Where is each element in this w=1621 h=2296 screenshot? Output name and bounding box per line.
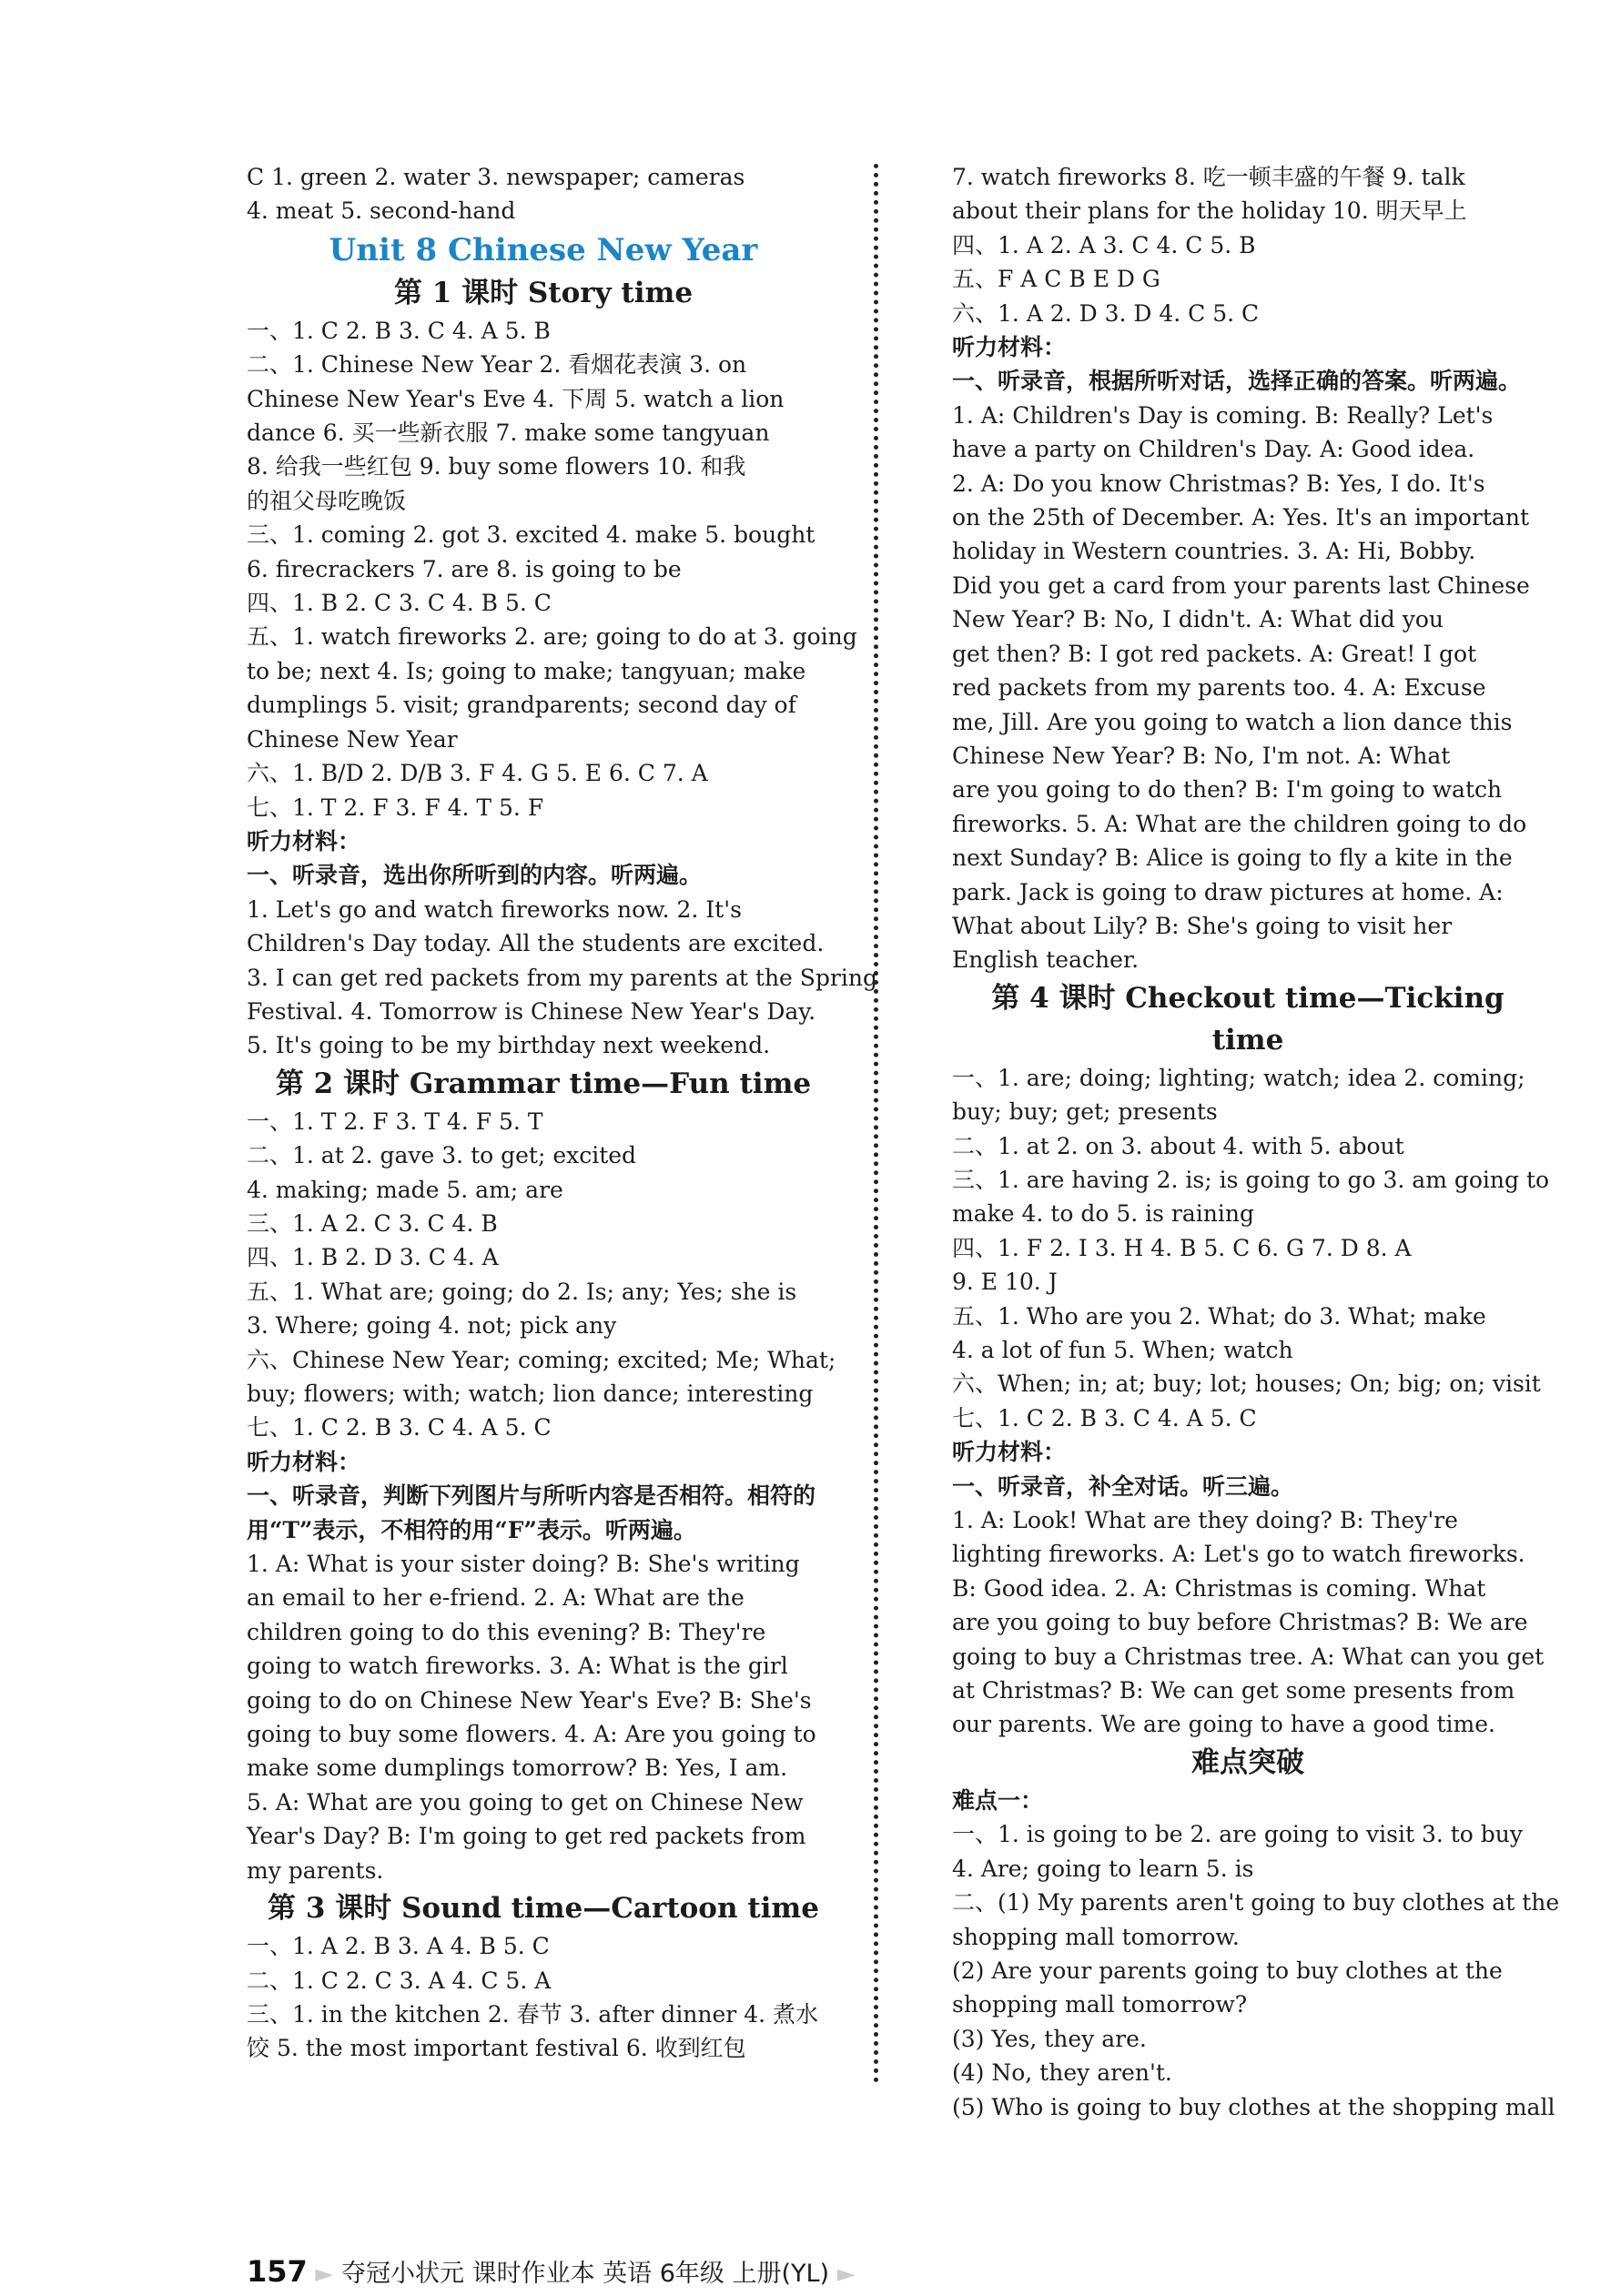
page-footer (247, 2253, 856, 2289)
answer-line: next Sunday? B: Alice is going to fly a kite in the (952, 845, 1513, 872)
subheading: 一、听录音，根据所听对话，选择正确的答案。听两遍。 (952, 368, 1522, 395)
answer-line: 五、1. What are; going; do 2. Is; any; Yes; she is (247, 1278, 797, 1305)
answer-line: 4. Are; going to learn 5. is (952, 1855, 1254, 1882)
answer-line: 三、1. in the kitchen 2. 春节 3. after dinner 4. 煮水 (247, 2000, 819, 2028)
answer-line: 七、1. C 2. B 3. C 4. A 5. C (247, 1414, 552, 1441)
answer-line: fireworks. 5. A: What are the children going to do (952, 810, 1527, 837)
answer-line: 七、1. C 2. B 3. C 4. A 5. C (952, 1404, 1257, 1431)
answer-line: 8. 给我一些红包 9. buy some flowers 10. 和我 (247, 453, 746, 480)
subheading: 难点一： (952, 1786, 1044, 1814)
subheading: 听力材料： (952, 1439, 1067, 1466)
answer-line: 三、1. are having 2. is; is going to go 3. am going to (952, 1166, 1550, 1193)
answer-line: 六、1. B/D 2. D/B 3. F 4. G 5. E 6. C 7. A (247, 760, 708, 787)
answer-line: to be; next 4. Is; going to make; tangyuan; make (247, 657, 806, 684)
answer-line: going to buy a Christmas tree. A: What can you get (952, 1643, 1545, 1670)
answer-line: park. Jack is going to draw pictures at home. A: (952, 878, 1504, 905)
answer-line: lighting fireworks. A: Let's go to watch fireworks. (952, 1541, 1525, 1568)
page-number: 157 (247, 2254, 308, 2289)
answer-line: make 4. to do 5. is raining (952, 1200, 1254, 1228)
answer-line: red packets from my parents too. 4. A: Excuse (952, 674, 1486, 702)
answer-line: buy; flowers; with; watch; lion dance; interesting (247, 1381, 814, 1407)
subheading: 听力材料： (247, 1448, 361, 1475)
subheading: 一、听录音，选出你所听到的内容。听两遍。 (247, 862, 703, 889)
answer-line: dumplings 5. visit; grandparents; second day of (247, 692, 796, 719)
answer-line: 六、When; in; at; buy; lot; houses; On; big; on; visit (952, 1371, 1541, 1398)
column-divider (874, 164, 878, 2084)
answer-line: 5. A: What are you going to get on Chinese New (247, 1788, 804, 1816)
answer-line: 的祖父母吃晚饭 (247, 487, 407, 514)
answer-line: are you going to buy before Christmas? B: We are (952, 1609, 1528, 1636)
answer-line: our parents. We are going to have a good time. (952, 1711, 1495, 1738)
lesson-heading: 第 4 课时 Checkout time—Ticking time (991, 981, 1504, 1057)
answer-line: New Year? B: No, I didn't. A: What did you (952, 606, 1444, 633)
answer-line: (2) Are your parents going to buy clothes at the (952, 1957, 1503, 1984)
answer-line: Festival. 4. Tomorrow is Chinese New Year's Day. (247, 997, 816, 1025)
answer-line: 五、1. Who are you 2. What; do 3. What; make (952, 1302, 1486, 1330)
answer-line: 四、1. F 2. I 3. H 4. B 5. C 6. G 7. D 8. A (952, 1234, 1412, 1261)
answer-line: C 1. green 2. water 3. newspaper; cameras (247, 164, 745, 190)
answer-line: 四、1. B 2. D 3. C 4. A (247, 1244, 499, 1271)
subheading: 用“T”表示，不相符的用“F”表示。听两遍。 (247, 1516, 696, 1543)
answer-line: 1. A: Children's Day is coming. B: Really? Let's (952, 401, 1494, 429)
subheading: 一、听录音，判断下列图片与所听内容是否相符。相符的 (247, 1482, 816, 1510)
answer-line: 二、(1) My parents aren't going to buy clothes at the (952, 1889, 1560, 1917)
answer-line: 一、1. T 2. F 3. T 4. F 5. T (247, 1108, 543, 1135)
answer-line: 五、1. watch fireworks 2. are; going to do at 3. going (247, 623, 857, 651)
answer-line: an email to her e-friend. 2. A: What are the (247, 1584, 745, 1612)
answer-line: buy; buy; get; presents (952, 1098, 1218, 1126)
subheading: 听力材料： (247, 827, 361, 855)
answer-line: 二、1. Chinese New Year 2. 看烟花表演 3. on (247, 351, 747, 379)
answer-line: shopping mall tomorrow. (952, 1923, 1240, 1950)
answer-line: (4) No, they aren't. (952, 2059, 1172, 2087)
answer-line: 4. making; made 5. am; are (247, 1176, 563, 1203)
answer-line: 7. watch fireworks 8. 吃一顿丰盛的午餐 9. talk (952, 164, 1465, 190)
answer-line: 9. E 10. J (952, 1269, 1058, 1296)
answer-line: at Christmas? B: We can get some presents from (952, 1677, 1515, 1704)
answer-line: make some dumplings tomorrow? B: Yes, I am. (247, 1755, 788, 1782)
answer-line: me, Jill. Are you going to watch a lion dance this (952, 708, 1513, 735)
left-column (247, 160, 877, 2066)
answer-line: 五、F A C B E D G (952, 266, 1160, 293)
answer-line: 6. firecrackers 7. are 8. is going to be (247, 555, 682, 582)
answer-line: 3. Where; going 4. not; pick any (247, 1312, 617, 1340)
answer-line: on the 25th of December. A: Yes. It's an important (952, 504, 1529, 531)
lesson-heading: 第 1 课时 Story time (393, 276, 694, 309)
answer-line: Year's Day? B: I'm going to get red packets from (247, 1823, 806, 1850)
answer-line: 饺 5. the most important festival 6. 收到红包 (247, 2035, 746, 2062)
answer-line: 七、1. T 2. F 3. F 4. T 5. F (247, 794, 544, 821)
subheading: 听力材料： (952, 334, 1067, 361)
answer-line: (3) Yes, they are. (952, 2025, 1147, 2052)
answer-line: 1. A: Look! What are they doing? B: They're (952, 1507, 1458, 1534)
book-title: 夺冠小状元 课时作业本 英语 6年级 上册(YL) (340, 2260, 830, 2288)
answer-line: 四、1. B 2. C 3. C 4. B 5. C (247, 590, 552, 617)
answer-line: Chinese New Year? B: No, I'm not. A: What (952, 742, 1451, 769)
unit-title: Unit 8 Chinese New Year (329, 231, 758, 268)
answer-line: Did you get a card from your parents last Chinese (952, 571, 1530, 599)
section-heading: 难点突破 (1191, 1745, 1304, 1779)
answer-line: children going to do this evening? B: They're (247, 1618, 766, 1645)
answer-line: shopping mall tomorrow? (952, 1991, 1248, 2018)
answer-line: going to watch fireworks. 3. A: What is the girl (247, 1653, 788, 1680)
answer-line: dance 6. 买一些新衣服 7. make some tangyuan (247, 420, 770, 447)
answer-line: 三、1. coming 2. got 3. excited 4. make 5. bought (247, 521, 816, 549)
answer-line: 一、1. are; doing; lighting; watch; idea 2. coming; (952, 1064, 1525, 1091)
answer-line: going to buy some flowers. 4. A: Are you going to (247, 1721, 816, 1748)
answer-line: 4. a lot of fun 5. When; watch (952, 1337, 1293, 1363)
answer-line: 2. A: Do you know Christmas? B: Yes, I do. It's (952, 470, 1485, 497)
answer-line: 5. It's going to be my birthday next weekend. (247, 1032, 771, 1059)
answer-line: holiday in Western countries. 3. A: Hi, Bobby. (952, 538, 1476, 565)
answer-line: Chinese New Year (247, 725, 458, 753)
answer-line: are you going to do then? B: I'm going to watch (952, 776, 1503, 804)
answer-line: 1. A: What is your sister doing? B: She's writing (247, 1551, 800, 1578)
arrow-icon: ► (836, 2261, 856, 2288)
answer-line: 一、1. C 2. B 3. C 4. A 5. B (247, 317, 551, 344)
answer-line: about their plans for the holiday 10. 明天早上 (952, 197, 1467, 225)
answer-line: Chinese New Year's Eve 4. 下周 5. watch a lion (247, 385, 785, 412)
answer-line: 六、1. A 2. D 3. D 4. C 5. C (952, 299, 1260, 327)
answer-line: 一、1. A 2. B 3. A 4. B 5. C (247, 1933, 550, 1960)
answer-line: 4. meat 5. second-hand (247, 197, 516, 225)
arrow-icon: ► (315, 2261, 334, 2288)
answer-line: 3. I can get red packets from my parents at the Spring (247, 964, 877, 991)
answer-line: 二、1. at 2. gave 3. to get; excited (247, 1142, 637, 1169)
answer-line: have a party on Children's Day. A: Good idea. (952, 436, 1475, 463)
answer-line: going to do on Chinese New Year's Eve? B: She's (247, 1686, 812, 1714)
answer-line: 三、1. A 2. C 3. C 4. B (247, 1209, 498, 1237)
right-column (952, 160, 1560, 2124)
answer-line: 四、1. A 2. A 3. C 4. C 5. B (952, 231, 1256, 258)
answer-line: my parents. (247, 1856, 384, 1884)
answer-line: English teacher. (952, 946, 1140, 974)
subheading: 一、听录音，补全对话。听三遍。 (952, 1472, 1294, 1500)
lesson-heading: 第 3 课时 Sound time—Cartoon time (268, 1892, 819, 1926)
answer-line: Children's Day today. All the students are excited. (247, 930, 825, 957)
answer-line: What about Lily? B: She's going to visit her (952, 912, 1453, 939)
answer-line: 二、1. at 2. on 3. about 4. with 5. about (952, 1132, 1404, 1159)
answer-line: 六、Chinese New Year; coming; excited; Me; What; (247, 1346, 836, 1373)
answer-line: 1. Let's go and watch fireworks now. 2. It's (247, 895, 742, 923)
lesson-heading: 第 2 课时 Grammar time—Fun time (275, 1067, 812, 1100)
answer-line: 一、1. is going to be 2. are going to visit 3. to buy (952, 1821, 1524, 1848)
answer-line: get then? B: I got red packets. A: Great! I got (952, 640, 1477, 667)
answer-line: B: Good idea. 2. A: Christmas is coming. What (952, 1574, 1486, 1602)
answer-line: (5) Who is going to buy clothes at the shopping mall (952, 2093, 1555, 2120)
answer-line: 二、1. C 2. C 3. A 4. C 5. A (247, 1967, 552, 1994)
